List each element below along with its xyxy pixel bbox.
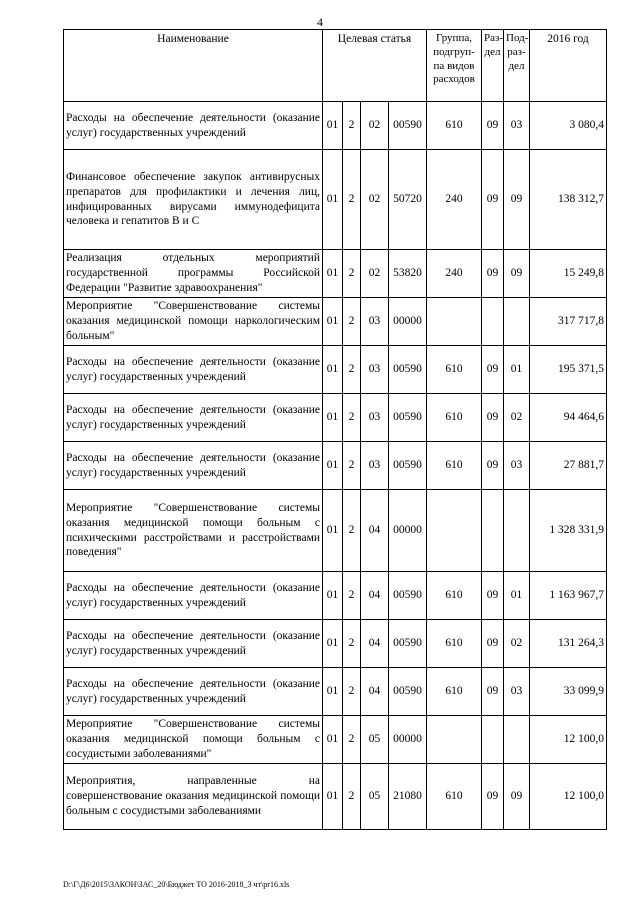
cell-group: 240 [427,150,482,250]
cell-b: 2 [343,716,361,764]
table-row [64,150,607,250]
cell-amount: 195 371,5 [530,346,607,394]
cell-name: Расходы на обеспечение деятельности (оказание услуг) государственных учреждений [64,572,323,620]
cell-c: 04 [361,620,389,668]
cell-b: 2 [343,250,361,298]
cell-amount: 3 080,4 [530,102,607,150]
cell-c: 05 [361,716,389,764]
cell-section: 09 [482,346,504,394]
cell-group [427,716,482,764]
cell-amount: 1 328 331,9 [530,490,607,572]
cell-amount: 131 264,3 [530,620,607,668]
cell-b: 2 [343,764,361,830]
table-row [64,394,607,442]
cell-c: 04 [361,572,389,620]
table-row [64,102,607,150]
cell-section: 09 [482,102,504,150]
header-year: 2016 год [530,30,607,102]
cell-name: Расходы на обеспечение деятельности (оказание услуг) государственных учреждений [64,346,323,394]
cell-amount: 15 249,8 [530,250,607,298]
cell-subsection: 03 [504,668,530,716]
cell-amount: 12 100,0 [530,764,607,830]
cell-name: Мероприятие "Совершенствование системы оказания медицинской помощи наркологическим больным" [64,298,323,346]
cell-name: Мероприятия, направленные на совершенствование оказания медицинской помощи больным с сосудистыми заболеваниями [64,764,323,830]
cell-section: 09 [482,572,504,620]
header-group: Группа, подгруп-па видов расходов [427,30,482,102]
cell-b: 2 [343,490,361,572]
cell-subsection: 09 [504,150,530,250]
cell-amount: 12 100,0 [530,716,607,764]
header-row [64,30,607,102]
cell-amount: 138 312,7 [530,150,607,250]
header-section: Раз-дел [482,30,504,102]
cell-c: 05 [361,764,389,830]
cell-amount: 33 099,9 [530,668,607,716]
cell-d: 50720 [389,150,427,250]
cell-name: Расходы на обеспечение деятельности (оказание услуг) государственных учреждений [64,620,323,668]
cell-amount: 317 717,8 [530,298,607,346]
cell-a: 01 [323,346,343,394]
table-row [64,572,607,620]
cell-a: 01 [323,668,343,716]
header-target: Целевая статья [323,30,427,102]
cell-group: 610 [427,442,482,490]
table-row [64,490,607,572]
cell-name: Расходы на обеспечение деятельности (оказание услуг) государственных учреждений [64,668,323,716]
header-subsection: Под-раз-дел [504,30,530,102]
cell-group: 610 [427,394,482,442]
cell-c: 02 [361,250,389,298]
table-row [64,716,607,764]
cell-group [427,490,482,572]
cell-b: 2 [343,150,361,250]
cell-section: 09 [482,668,504,716]
cell-a: 01 [323,572,343,620]
cell-subsection: 02 [504,620,530,668]
cell-b: 2 [343,442,361,490]
cell-b: 2 [343,346,361,394]
table-row [64,620,607,668]
cell-group: 610 [427,668,482,716]
cell-group: 610 [427,572,482,620]
cell-d: 53820 [389,250,427,298]
cell-a: 01 [323,442,343,490]
cell-subsection [504,716,530,764]
cell-subsection [504,490,530,572]
cell-group: 610 [427,346,482,394]
cell-c: 02 [361,150,389,250]
table-row [64,346,607,394]
page-number: 4 [317,15,323,29]
cell-subsection: 01 [504,572,530,620]
cell-a: 01 [323,394,343,442]
cell-subsection: 03 [504,102,530,150]
cell-d: 00590 [389,620,427,668]
cell-section [482,298,504,346]
cell-section [482,490,504,572]
cell-c: 03 [361,442,389,490]
cell-subsection: 02 [504,394,530,442]
cell-b: 2 [343,394,361,442]
cell-group [427,298,482,346]
cell-d: 00590 [389,442,427,490]
table-row [64,298,607,346]
cell-name: Мероприятие "Совершенствование системы оказания медицинской помощи больным с сосудистыми заболеваниями" [64,716,323,764]
cell-name: Реализация отдельных мероприятий государственной программы Российской Федерации "Развитие здравоохранения" [64,250,323,298]
cell-group: 610 [427,764,482,830]
cell-c: 04 [361,490,389,572]
cell-group: 240 [427,250,482,298]
cell-d: 00590 [389,394,427,442]
cell-section: 09 [482,442,504,490]
cell-c: 02 [361,102,389,150]
cell-b: 2 [343,620,361,668]
cell-subsection [504,298,530,346]
cell-amount: 27 881,7 [530,442,607,490]
table-row [64,442,607,490]
cell-b: 2 [343,572,361,620]
cell-a: 01 [323,764,343,830]
header-name: Наименование [64,30,323,102]
budget-table [63,29,607,830]
cell-b: 2 [343,298,361,346]
cell-a: 01 [323,250,343,298]
cell-d: 00590 [389,346,427,394]
table-row [64,764,607,830]
cell-section [482,716,504,764]
cell-b: 2 [343,102,361,150]
file-path-footer: D:\Г\Д6\2015\ЗАКОН\ЗАС_20\Бюджет ТО 2016-2018_3 чт\pr16.xls [63,880,290,889]
table-row [64,250,607,298]
cell-d: 00000 [389,298,427,346]
cell-d: 00590 [389,572,427,620]
cell-name: Расходы на обеспечение деятельности (оказание услуг) государственных учреждений [64,442,323,490]
cell-name: Мероприятие "Совершенствование системы оказания медицинской помощи больным с психическими расстройствами и расстройствами поведения" [64,490,323,572]
cell-b: 2 [343,668,361,716]
cell-section: 09 [482,620,504,668]
cell-d: 21080 [389,764,427,830]
cell-d: 00590 [389,102,427,150]
cell-section: 09 [482,394,504,442]
cell-a: 01 [323,102,343,150]
cell-subsection: 01 [504,346,530,394]
table-row [64,668,607,716]
cell-d: 00000 [389,490,427,572]
cell-d: 00000 [389,716,427,764]
cell-group: 610 [427,620,482,668]
cell-a: 01 [323,716,343,764]
cell-a: 01 [323,620,343,668]
cell-d: 00590 [389,668,427,716]
cell-section: 09 [482,250,504,298]
cell-a: 01 [323,490,343,572]
cell-subsection: 09 [504,764,530,830]
cell-c: 04 [361,668,389,716]
cell-c: 03 [361,298,389,346]
cell-section: 09 [482,150,504,250]
cell-section: 09 [482,764,504,830]
cell-name: Финансовое обеспечение закупок антивирусных препаратов для профилактики и лечения лиц, инфицированных вирусами иммунодефицита человека и гепатитов В и С [64,150,323,250]
cell-name: Расходы на обеспечение деятельности (оказание услуг) государственных учреждений [64,102,323,150]
cell-subsection: 09 [504,250,530,298]
cell-name: Расходы на обеспечение деятельности (оказание услуг) государственных учреждений [64,394,323,442]
cell-amount: 94 464,6 [530,394,607,442]
cell-a: 01 [323,298,343,346]
cell-c: 03 [361,346,389,394]
cell-c: 03 [361,394,389,442]
cell-a: 01 [323,150,343,250]
cell-subsection: 03 [504,442,530,490]
cell-group: 610 [427,102,482,150]
cell-amount: 1 163 967,7 [530,572,607,620]
